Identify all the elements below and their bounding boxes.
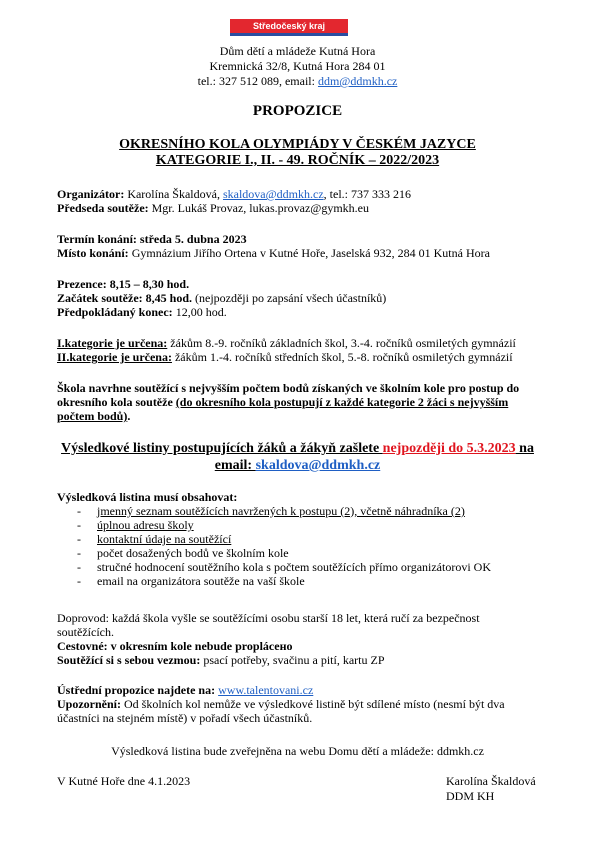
notice-line2: účastníci na stejném místě) v pořadí všech účastníků. <box>57 711 313 725</box>
list-item-text: počet dosažených bodů ve školním kole <box>97 546 289 560</box>
list-item-text: jmenný seznam soutěžících navržených k postupu (2), včetně náhradníka (2) <box>97 504 465 518</box>
end-line <box>57 305 547 319</box>
results-send-deadline: nejpozději do 5.3.2023 <box>382 441 516 456</box>
category-1-line <box>57 336 547 350</box>
footer-signer: Karolína Škaldová <box>446 774 536 788</box>
central-line <box>57 683 547 697</box>
school-note-line3-a: počtem bodů) <box>57 409 128 423</box>
school-note-line2-b: (do okresního kola postupují z každé kategorie 2 žáci s nejvyšším <box>175 395 509 409</box>
central-link[interactable]: www.talentovani.cz <box>218 683 314 697</box>
subtitle-line2: KATEGORIE I., II. - 49. ROČNÍK – 2022/2023 <box>155 153 440 168</box>
must-contain-heading-text: Výsledková listina musí obsahovat: <box>57 490 238 504</box>
travel-text: Cestovné: v okresním kole nebude proplácено <box>57 639 293 653</box>
organizer-line <box>57 187 547 201</box>
web-note: Výsledková listina bude zveřejněna na webu Domu dětí a mládeže: ddmkh.cz <box>111 744 484 758</box>
presence-line <box>57 277 547 291</box>
header-contact-prefix: tel.: 327 512 089, email: <box>197 74 318 88</box>
school-note-line1: Škola navrhne soutěžící s nejvyšším počtem bodů získaných ve školním kole pro postup do <box>57 381 520 395</box>
list-item-text: email na organizátora soutěže na vaší škole <box>97 574 305 588</box>
start-line <box>57 291 547 305</box>
list-item: - email na organizátora soutěže na vaší škole <box>77 574 305 588</box>
must-contain-block <box>57 490 547 588</box>
start-value: (nejpozději po zapsání všech účastníků) <box>192 291 387 305</box>
results-send-email-label: email: <box>214 458 256 473</box>
stredocesky-kraj-logo <box>230 19 348 36</box>
header-contact <box>0 74 595 88</box>
notice-line1 <box>57 697 547 711</box>
organizer-block <box>57 187 547 215</box>
organizer-tel: , tel.: 737 333 216 <box>323 187 411 201</box>
escort-line1: Doprovod: každá škola vyšle se soutěžícími osobu starší 18 let, která ručí za bezpečnost <box>57 611 480 625</box>
page-title: PROPOZICE <box>252 103 343 119</box>
school-note-line3 <box>57 409 547 423</box>
school-note-block <box>57 381 547 423</box>
footer-place-date: V Kutné Hoře dne 4.1.2023 <box>57 774 191 788</box>
list-item-text: úplnou adresu školy <box>97 518 194 532</box>
list-item: - jmenný seznam soutěžících navržených k postupu (2), včetně náhradníka (2) <box>77 504 465 518</box>
bring-value: psací potřeby, svačinu a pití, kartu ZP <box>200 653 385 667</box>
end-label: Předpokládaný konec: <box>57 305 173 319</box>
list-item: - kontaktní údaje na soutěžící <box>77 532 232 546</box>
logo-text: Středočeský kraj <box>252 21 326 31</box>
results-send-line2 <box>0 457 595 474</box>
list-item-text: kontaktní údaje na soutěžící <box>97 532 232 546</box>
date-label: Termín konání: středa 5. dubna 2023 <box>57 232 247 246</box>
chair-value: Mgr. Lukáš Provaz, lukas.provaz@gymkh.eu <box>148 201 369 215</box>
header-email-link[interactable]: ddm@ddmkh.cz <box>317 74 398 88</box>
organizer-name: Karolína Škaldová, <box>124 187 223 201</box>
header-address: Kremnická 32/8, Kutná Hora 284 01 <box>209 59 386 73</box>
header-org: Dům dětí a mládeže Kutná Hora <box>219 44 376 58</box>
date-place-block <box>57 232 547 260</box>
school-note-line2-a: okresního kola soutěže <box>57 395 176 409</box>
list-item: - počet dosažených bodů ve školním kole <box>77 546 289 560</box>
date-line <box>57 232 547 246</box>
list-item-text: stručné hodnocení soutěžního kola s počtem soutěžících přímo organizátorovi OK <box>97 560 492 574</box>
start-label: Začátek soutěže: 8,45 hod. <box>57 291 192 305</box>
categories-block <box>57 336 547 364</box>
presence-text: Prezence: 8,15 – 8,30 hod. <box>57 277 190 291</box>
travel-line <box>57 639 547 653</box>
central-label: Ústřední propozice najdete na: <box>57 683 216 697</box>
schedule-block <box>57 277 547 319</box>
chair-line <box>57 201 547 215</box>
notice-label: Upozornění: <box>57 697 121 711</box>
escort-block <box>57 611 547 667</box>
central-block <box>57 683 547 725</box>
category-1-label: I.kategorie je určena: <box>57 336 168 350</box>
category-2-value: žákům 1.-4. ročníků středních škol, 5.-8. ročníků osmiletých gymnázií <box>171 350 513 364</box>
school-note-line3-b: . <box>127 409 131 423</box>
results-send-part1: Výsledkové listiny postupujících žáků a žákyň zašlete <box>61 441 383 456</box>
organizer-label: Organizátor: <box>57 187 125 201</box>
category-1-value: žákům 8.-9. ročníků základních škol, 3.-4. ročníků osmiletých gymnázií <box>167 336 516 350</box>
results-send-line1 <box>0 440 595 457</box>
must-contain-list <box>77 504 547 588</box>
place-label: Místo konání: <box>57 246 129 260</box>
escort-line2: soutěžících. <box>57 625 114 639</box>
school-note-line2 <box>57 395 547 409</box>
results-send-part2: na <box>515 441 534 456</box>
notice-text1: Od školních kol nemůže ve výsledkové listině být sdílené místo (nesmí být dva <box>121 697 505 711</box>
subtitle-line1: OKRESNÍHO KOLA OLYMPIÁDY V ČESKÉM JAZYCE <box>119 137 476 152</box>
chair-label: Předseda soutěže: <box>57 201 149 215</box>
category-2-label: II.kategorie je určena: <box>57 350 172 364</box>
bring-label: Soutěžící si s sebou vezmou: <box>57 653 201 667</box>
logo-stripe <box>230 33 348 36</box>
results-send-email-link[interactable]: skaldova@ddmkh.cz <box>255 458 381 473</box>
list-item: - stručné hodnocení soutěžního kola s počtem soutěžících přímo organizátorovi OK <box>77 560 492 574</box>
category-2-line <box>57 350 547 364</box>
footer-org: DDM KH <box>446 789 495 803</box>
end-value: 12,00 hod. <box>172 305 227 319</box>
place-line <box>57 246 547 260</box>
bring-line <box>57 653 547 667</box>
list-item: - úplnou adresu školy <box>77 518 194 532</box>
organizer-email-link[interactable]: skaldova@ddmkh.cz <box>222 187 324 201</box>
must-contain-heading <box>57 490 547 504</box>
place-value: Gymnázium Jiřího Ortena v Kutné Hoře, Jaselská 932, 284 01 Kutná Hora <box>128 246 490 260</box>
